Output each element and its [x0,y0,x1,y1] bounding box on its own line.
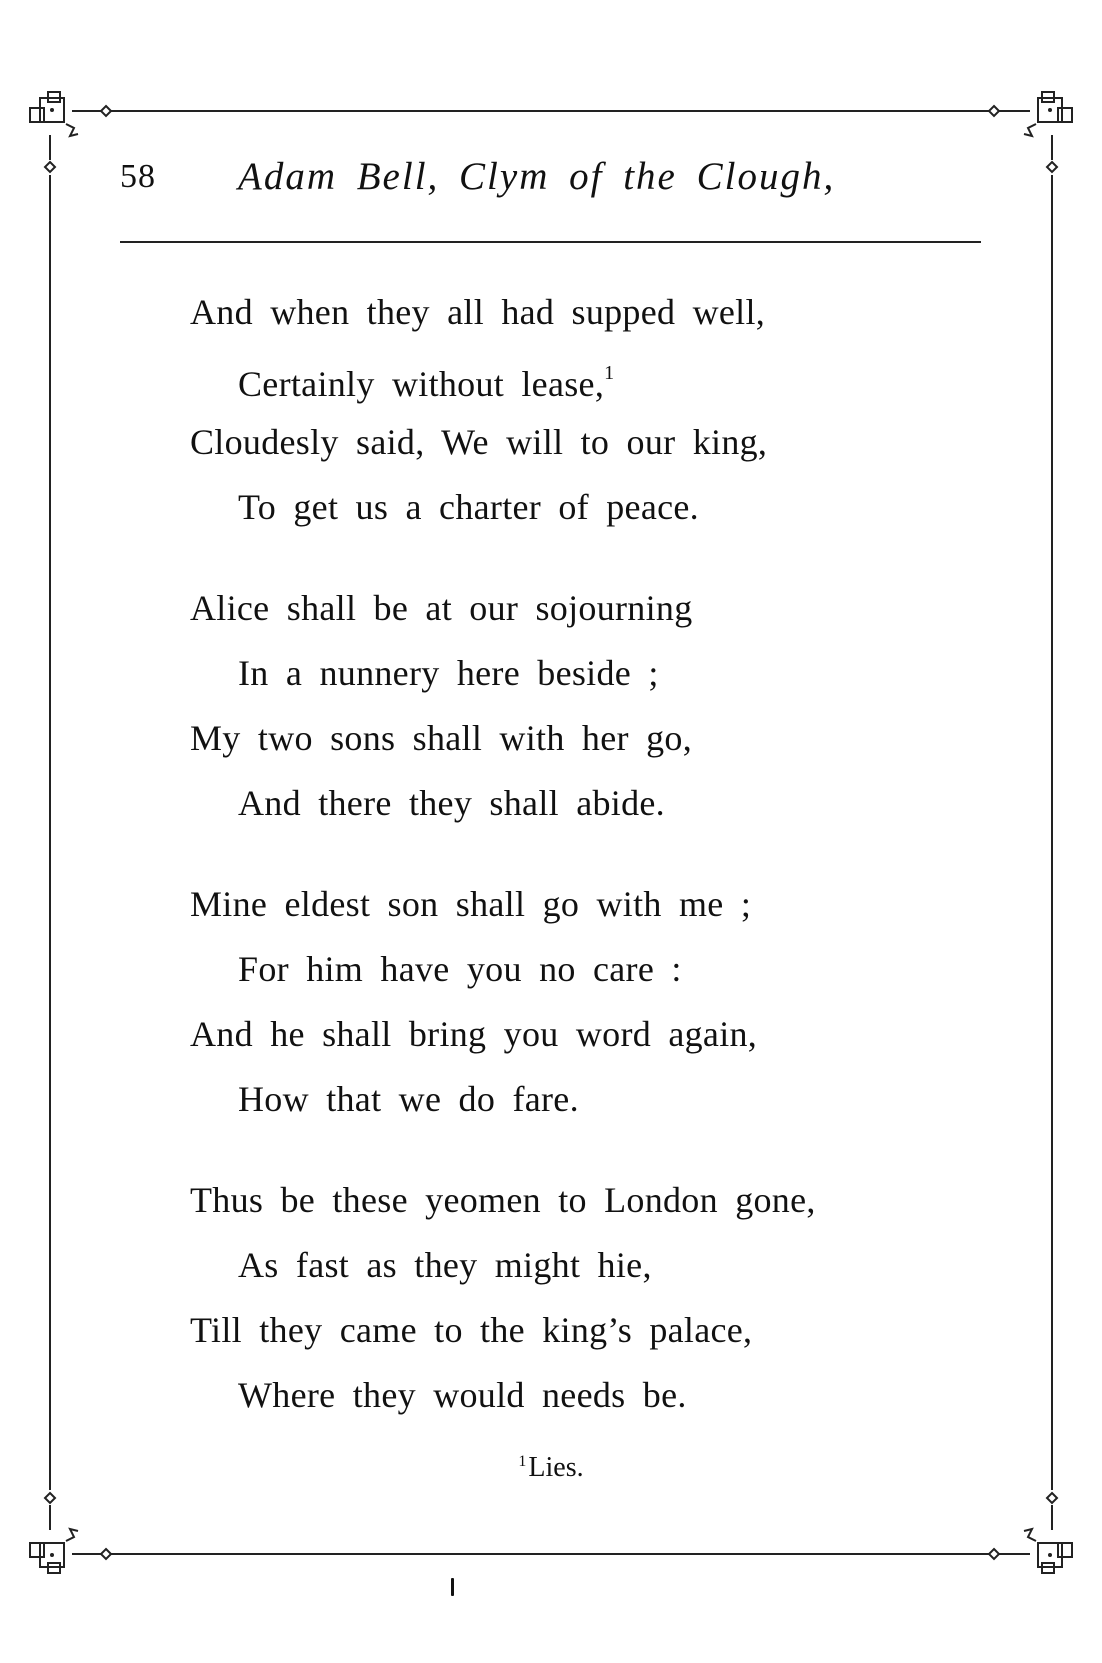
verse-line: Thus be these yeomen to London gone, [190,1180,816,1220]
verse-line: For him have you no care : [238,949,682,989]
verse-line-text: Certainly without lease, [238,364,605,404]
print-mark [451,1578,454,1596]
stanza-1 [190,280,970,540]
running-title: Adam Bell, Clym of the Clough, [238,155,836,198]
poem-body [190,280,970,1464]
verse-line: My two sons shall with her go, [190,718,692,758]
verse-line: Cloudesly said, We will to our king, [190,422,768,462]
verse-line: And he shall bring you word again, [190,1014,758,1054]
page-number: 58 [120,158,156,195]
verse-line: Where they would needs be. [238,1375,687,1415]
footnote-marker: 1 [518,1452,527,1470]
verse-line: Alice shall be at our sojourning [190,588,693,628]
verse-line: As fast as they might hie, [238,1245,652,1285]
verse-line: And when they all had supped well, [190,292,766,332]
verse-line: To get us a charter of peace. [238,487,699,527]
verse-line: In a nunnery here beside ; [238,653,659,693]
verse-line: And there they shall abide. [238,783,665,823]
footnote [0,1452,1102,1484]
header-rule [120,241,981,243]
running-header [120,150,980,210]
footnote-text: Lies. [528,1452,584,1483]
verse-line [190,345,970,410]
verse-line: Till they came to the king’s palace, [190,1310,753,1350]
stanza-3 [190,872,970,1132]
verse-line: How that we do fare. [238,1079,579,1119]
stanza-4 [190,1168,970,1428]
verse-line: Mine eldest son shall go with me ; [190,884,752,924]
footnote-reference: 1 [604,362,615,384]
stanza-2 [190,576,970,836]
